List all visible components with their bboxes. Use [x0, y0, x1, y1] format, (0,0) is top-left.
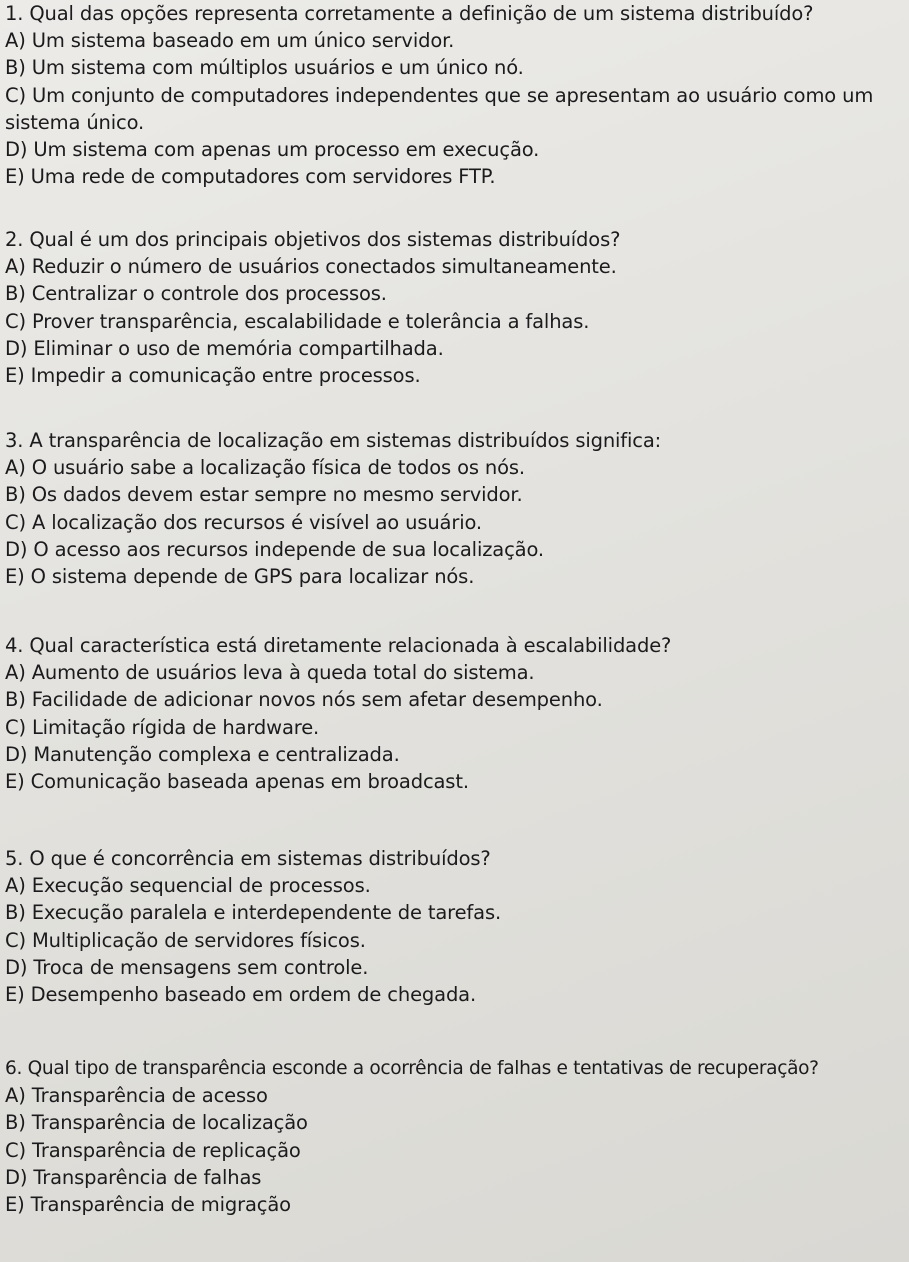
option-c: C) Prover transparência, escalabilidade e tolerância a falhas.: [5, 309, 590, 333]
question-6: [5, 1055, 909, 1218]
option-d: D) Troca de mensagens sem controle.: [5, 955, 369, 979]
option-a: A) Aumento de usuários leva à queda total do sistema.: [5, 661, 535, 685]
question-2: [5, 226, 909, 389]
option-e: E) Comunicação baseada apenas em broadcast.: [5, 770, 469, 794]
option-a: A) Execução sequencial de processos.: [5, 874, 371, 898]
option-c: C) Multiplicação de servidores físicos.: [5, 928, 366, 952]
option-d: D) Eliminar o uso de memória compartilhada.: [5, 336, 444, 360]
option-e: E) O sistema depende de GPS para localizar nós.: [5, 565, 475, 589]
option-e: E) Transparência de migração: [5, 1193, 291, 1217]
option-e: E) Impedir a comunicação entre processos.: [5, 364, 421, 388]
option-b: B) Os dados devem estar sempre no mesmo servidor.: [5, 483, 523, 507]
option-d: D) Manutenção complexa e centralizada.: [5, 742, 400, 766]
option-c: C) Um conjunto de computadores independentes que se apresentam ao usuário como um sistema único.: [5, 83, 874, 134]
option-a: A) Um sistema baseado em um único servidor.: [5, 29, 455, 53]
option-c: C) Limitação rígida de hardware.: [5, 715, 320, 739]
option-b: B) Facilidade de adicionar novos nós sem afetar desempenho.: [5, 688, 603, 712]
question-title: 3. A transparência de localização em sistemas distribuídos significa:: [5, 429, 662, 452]
option-c: C) A localização dos recursos é visível ao usuário.: [5, 510, 482, 534]
option-b: B) Centralizar o controle dos processos.: [5, 282, 387, 306]
question-title: 1. Qual das opções representa corretamente a definição de um sistema distribuído?: [5, 2, 814, 25]
option-b: B) Transparência de localização: [5, 1111, 308, 1135]
option-d: D) Um sistema com apenas um processo em execução.: [5, 138, 540, 162]
option-b: B) Execução paralela e interdependente de tarefas.: [5, 901, 501, 925]
question-title: 2. Qual é um dos principais objetivos dos sistemas distribuídos?: [5, 228, 621, 251]
option-a: A) Reduzir o número de usuários conectados simultaneamente.: [5, 255, 617, 279]
option-e: E) Uma rede de computadores com servidores FTP.: [5, 165, 496, 189]
question-title: 4. Qual característica está diretamente relacionada à escalabilidade?: [5, 634, 672, 657]
option-d: D) O acesso aos recursos independe de sua localização.: [5, 537, 544, 561]
option-b: B) Um sistema com múltiplos usuários e um único nó.: [5, 56, 524, 80]
question-5: [5, 845, 909, 1008]
question-4: [5, 632, 909, 795]
option-a: A) Transparência de acesso: [5, 1084, 268, 1108]
question-title: 5. O que é concorrência em sistemas distribuídos?: [5, 847, 491, 870]
option-c: C) Transparência de replicação: [5, 1138, 301, 1162]
question-title: 6. Qual tipo de transparência esconde a ocorrência de falhas e tentativas de recuperação?: [5, 1058, 819, 1079]
question-1: [5, 0, 909, 190]
option-a: A) O usuário sabe a localização física de todos os nós.: [5, 456, 525, 480]
question-3: [5, 427, 909, 590]
option-d: D) Transparência de falhas: [5, 1165, 262, 1189]
option-e: E) Desempenho baseado em ordem de chegada.: [5, 983, 477, 1007]
